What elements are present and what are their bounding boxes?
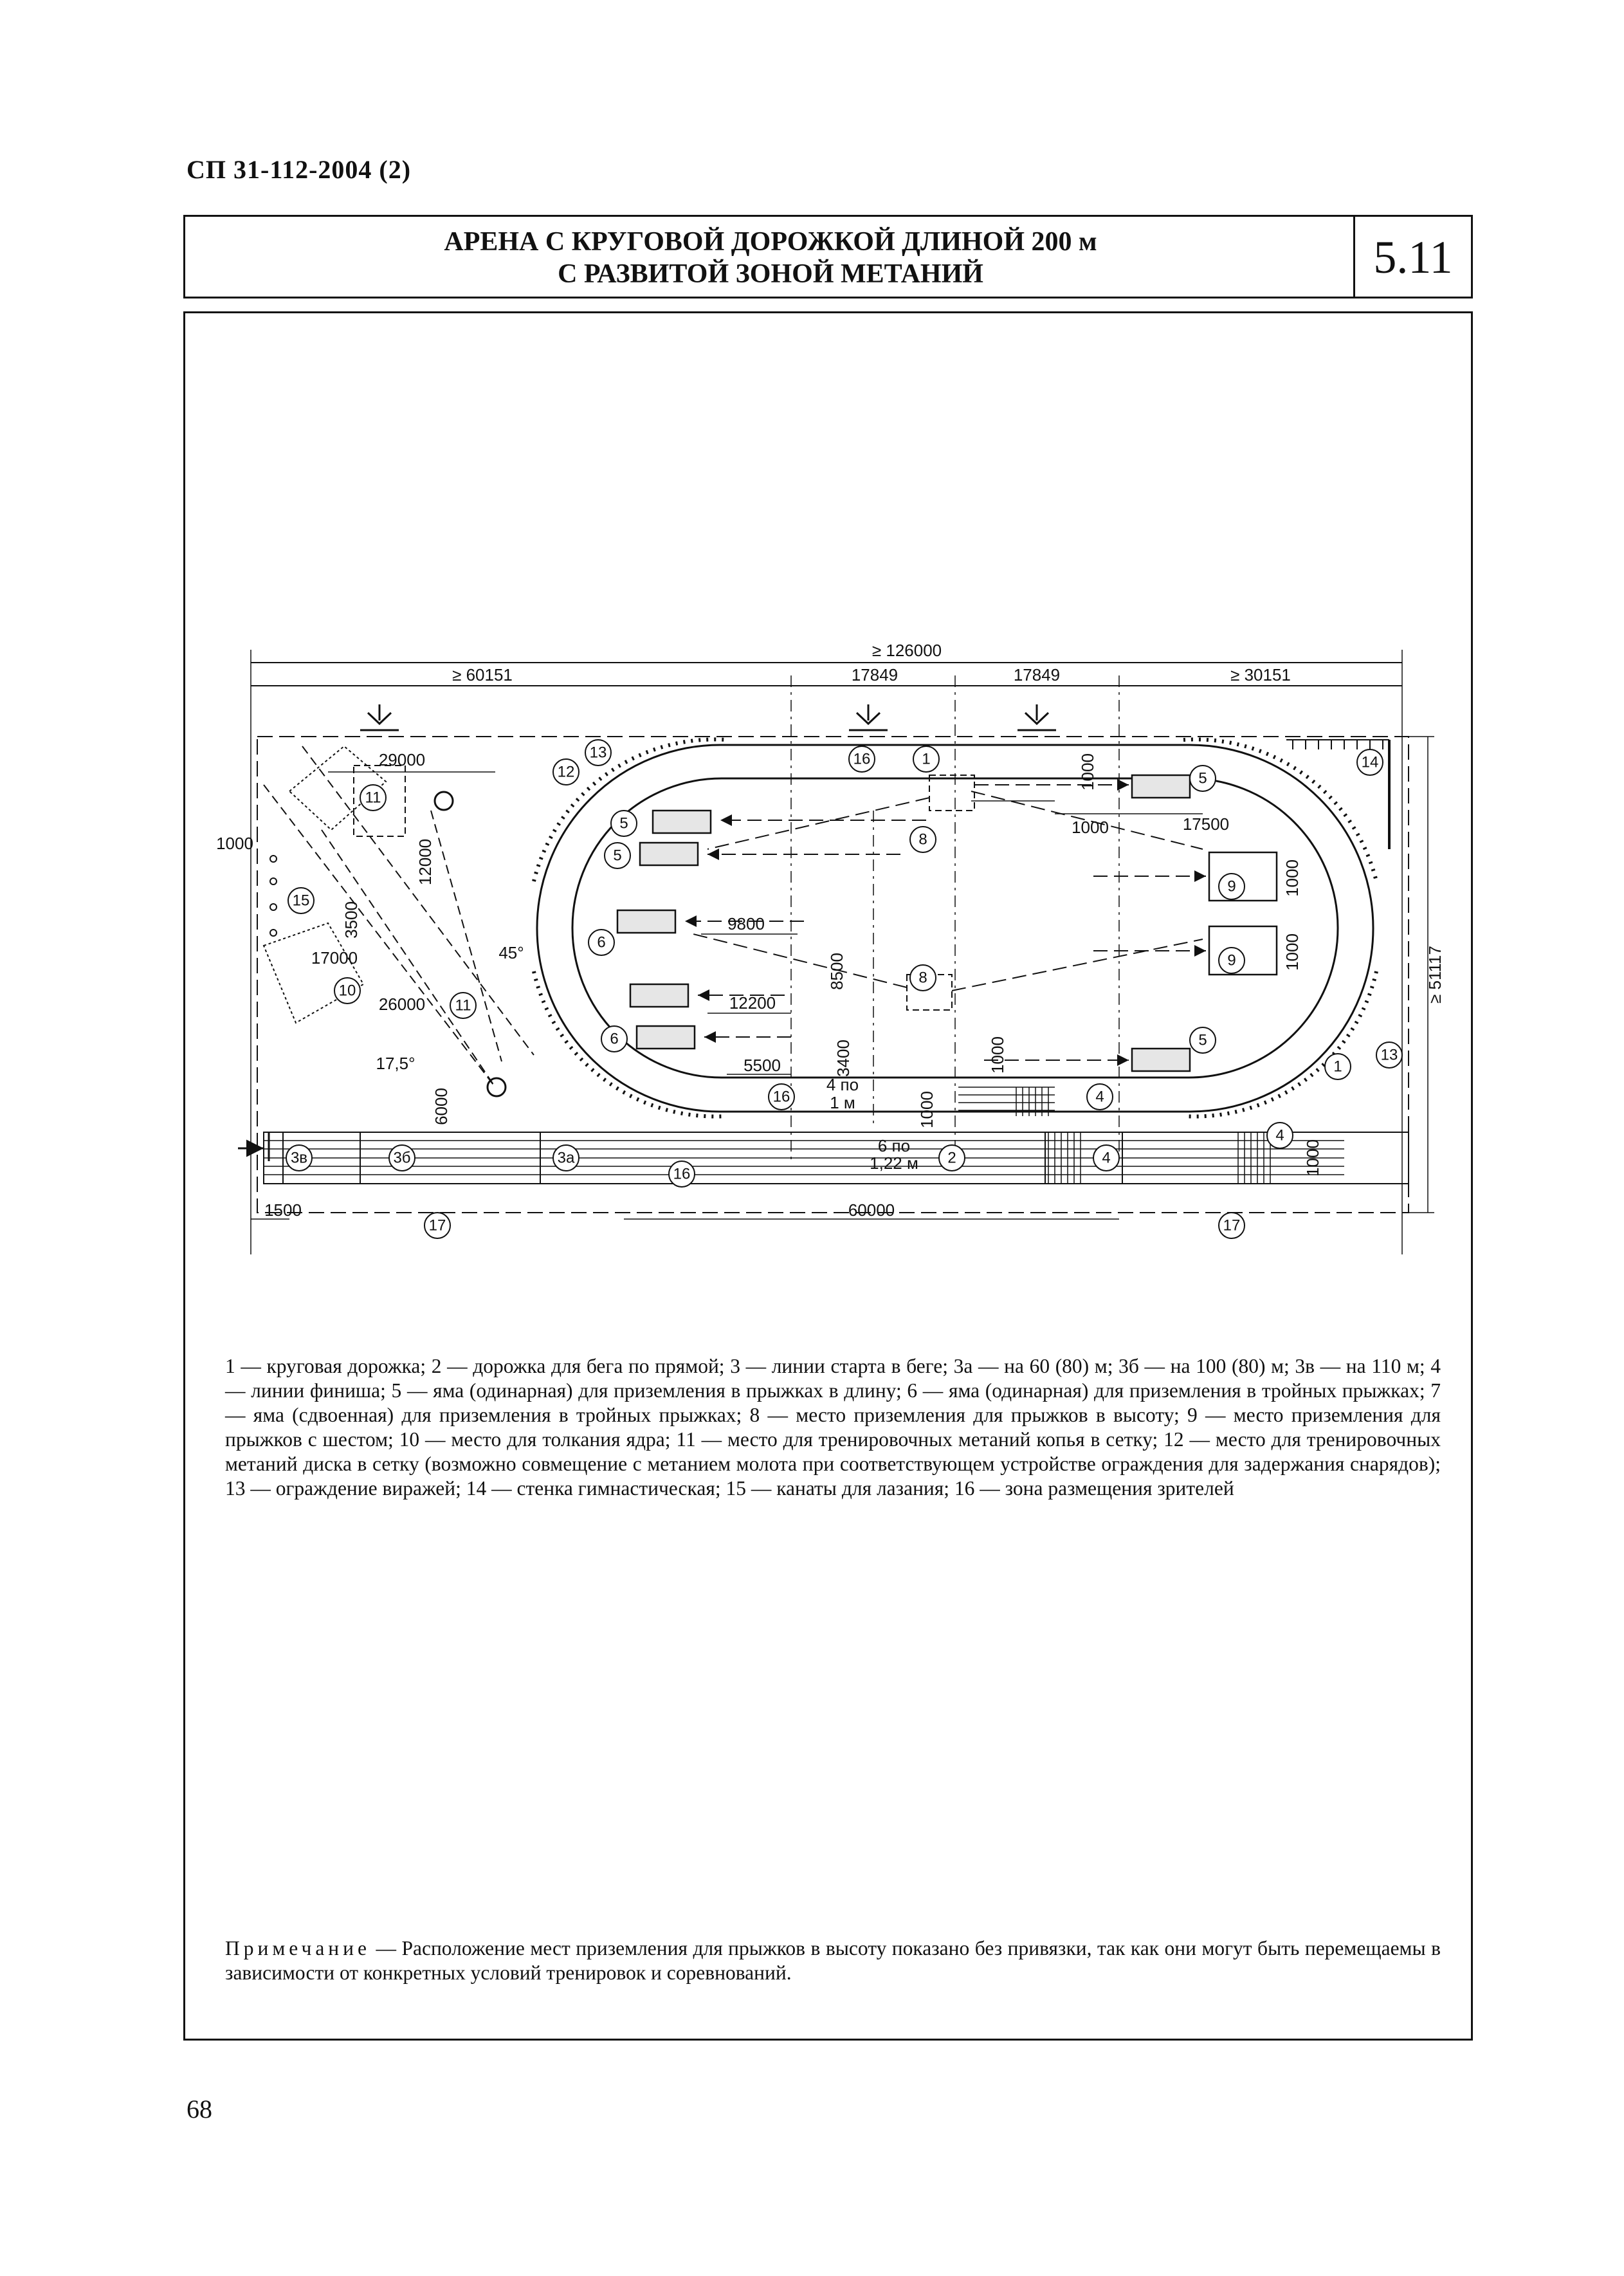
label-15: 15 xyxy=(292,892,310,910)
dim-6-po: 6 по xyxy=(877,1136,911,1155)
dim-1-22-m: 1,22 м xyxy=(870,1153,918,1173)
dim-1000-c: 1000 xyxy=(1282,859,1302,897)
section-number-box xyxy=(1353,217,1471,297)
dim-1000-b: 1000 xyxy=(1078,753,1097,791)
dim-12200: 12200 xyxy=(729,993,776,1013)
section-number: 5.11 xyxy=(1373,232,1453,283)
dim-26000: 26000 xyxy=(378,995,426,1014)
dim-9800: 9800 xyxy=(727,914,765,933)
label-6-a: 6 xyxy=(597,933,606,951)
label-3a: 3а xyxy=(557,1149,575,1167)
dim-17500: 17500 xyxy=(1182,814,1230,834)
label-11-top: 11 xyxy=(365,789,381,807)
dim-3500: 3500 xyxy=(342,901,361,939)
dim-1500: 1500 xyxy=(264,1200,302,1220)
label-14: 14 xyxy=(1361,753,1379,771)
note-text: — Расположение мест приземления для прыжков в высоту показано без привязки, так как они могут быть перемещаемы в зависимости от конкретных условий тренировок и соревнований. xyxy=(225,1937,1441,1984)
dim-mid-2: 17849 xyxy=(1013,665,1061,684)
label-16-bottom: 16 xyxy=(673,1165,691,1183)
title-line-2: С РАЗВИТОЙ ЗОНОЙ МЕТАНИЙ xyxy=(558,259,983,289)
dim-height: ≥ 51117 xyxy=(1425,946,1445,1004)
dim-5500: 5500 xyxy=(744,1056,781,1075)
label-3b: 3б xyxy=(393,1149,411,1167)
label-9-b: 9 xyxy=(1227,951,1236,969)
label-5-c: 5 xyxy=(1198,769,1207,787)
dim-1000-e: 1000 xyxy=(988,1036,1007,1074)
label-5-d: 5 xyxy=(1198,1031,1207,1049)
label-5-a: 5 xyxy=(619,814,628,832)
dim-1000-left: 1000 xyxy=(216,834,253,853)
page-number: 68 xyxy=(187,2095,212,2124)
dim-4-po: 4 по xyxy=(826,1075,859,1094)
label-11-bottom: 11 xyxy=(455,996,471,1014)
title-line-1: АРЕНА С КРУГОВОЙ ДОРОЖКОЙ ДЛИНОЙ 200 м xyxy=(444,227,1097,257)
label-9-a: 9 xyxy=(1227,877,1236,895)
label-6-b: 6 xyxy=(610,1030,619,1048)
title-block xyxy=(183,215,1473,298)
dim-mid-1: 17849 xyxy=(851,665,899,684)
dim-1-m: 1 м xyxy=(830,1093,855,1112)
label-8-bottom: 8 xyxy=(918,969,927,987)
label-13-right: 13 xyxy=(1380,1046,1398,1064)
label-10: 10 xyxy=(338,982,356,1000)
legend-text: 1 — круговая дорожка; 2 — дорожка для бега по прямой; 3 — линии старта в беге; 3а — на 60 (80) м; 3б — на 100 (80) м; 3в — на 110 м; 4 — линии финиша; 5 — яма (одинарная) для приземления в прыжках в длину; 6 — яма (одинарная) для приземления в тройных прыжках; 7 — яма (сдвоенная) для приземления в тройных прыжках; 8 — место приземления для прыжков в высоту; 9 — место приземления для прыжков с шестом; 10 — место для толкания ядра; 11 — место для тренировочных метаний копья в сетку; 12 — место для тренировочных метаний диска в сетку (возможно совмещение с метанием молота при соответствующем устройстве ограждения для задержания снарядов); 13 — ограждение виражей; 14 — стенка гимнастическая; 15 — канаты для лазания; 16 — зона размещения зрителей xyxy=(225,1355,1441,1500)
dim-3400: 3400 xyxy=(834,1040,853,1077)
dim-6000: 6000 xyxy=(432,1088,451,1125)
label-1-top: 1 xyxy=(922,750,931,768)
dim-right: ≥ 30151 xyxy=(1230,665,1291,684)
label-8-top: 8 xyxy=(918,831,927,849)
dim-8500: 8500 xyxy=(827,953,846,990)
label-2: 2 xyxy=(947,1149,956,1167)
document-code: СП 31-112-2004 (2) xyxy=(187,155,412,184)
dim-60000: 60000 xyxy=(848,1200,895,1220)
dim-1000-g: 1000 xyxy=(1303,1139,1322,1177)
label-5-b: 5 xyxy=(613,847,622,865)
dim-29000: 29000 xyxy=(378,750,426,769)
label-4-c: 4 xyxy=(1275,1126,1284,1144)
label-4-a: 4 xyxy=(1095,1088,1104,1106)
dim-left: ≥ 60151 xyxy=(452,665,513,684)
note-block xyxy=(225,1936,1441,1985)
label-17-right: 17 xyxy=(1223,1216,1241,1234)
label-1-right: 1 xyxy=(1333,1058,1342,1076)
dim-1000-f: 1000 xyxy=(917,1091,936,1128)
label-12: 12 xyxy=(557,763,575,781)
dim-total: ≥ 126000 xyxy=(871,641,942,660)
dim-17000: 17000 xyxy=(311,948,358,968)
label-16-mid: 16 xyxy=(772,1088,790,1106)
label-16-top: 16 xyxy=(853,750,871,768)
label-17-left: 17 xyxy=(428,1216,446,1234)
label-13-left: 13 xyxy=(589,744,607,762)
dim-17-5-degrees: 17,5° xyxy=(376,1054,415,1073)
dim-1000-d: 1000 xyxy=(1282,933,1302,971)
arena-plan-drawing xyxy=(216,637,1460,1274)
note-label: Примечание xyxy=(225,1937,371,1959)
dim-1000-a: 1000 xyxy=(1072,818,1109,837)
page-title xyxy=(185,226,1356,290)
dim-45-degrees: 45° xyxy=(498,943,524,962)
label-3v: 3в xyxy=(290,1149,308,1167)
label-4-b: 4 xyxy=(1102,1149,1111,1167)
dim-12000: 12000 xyxy=(415,838,435,886)
